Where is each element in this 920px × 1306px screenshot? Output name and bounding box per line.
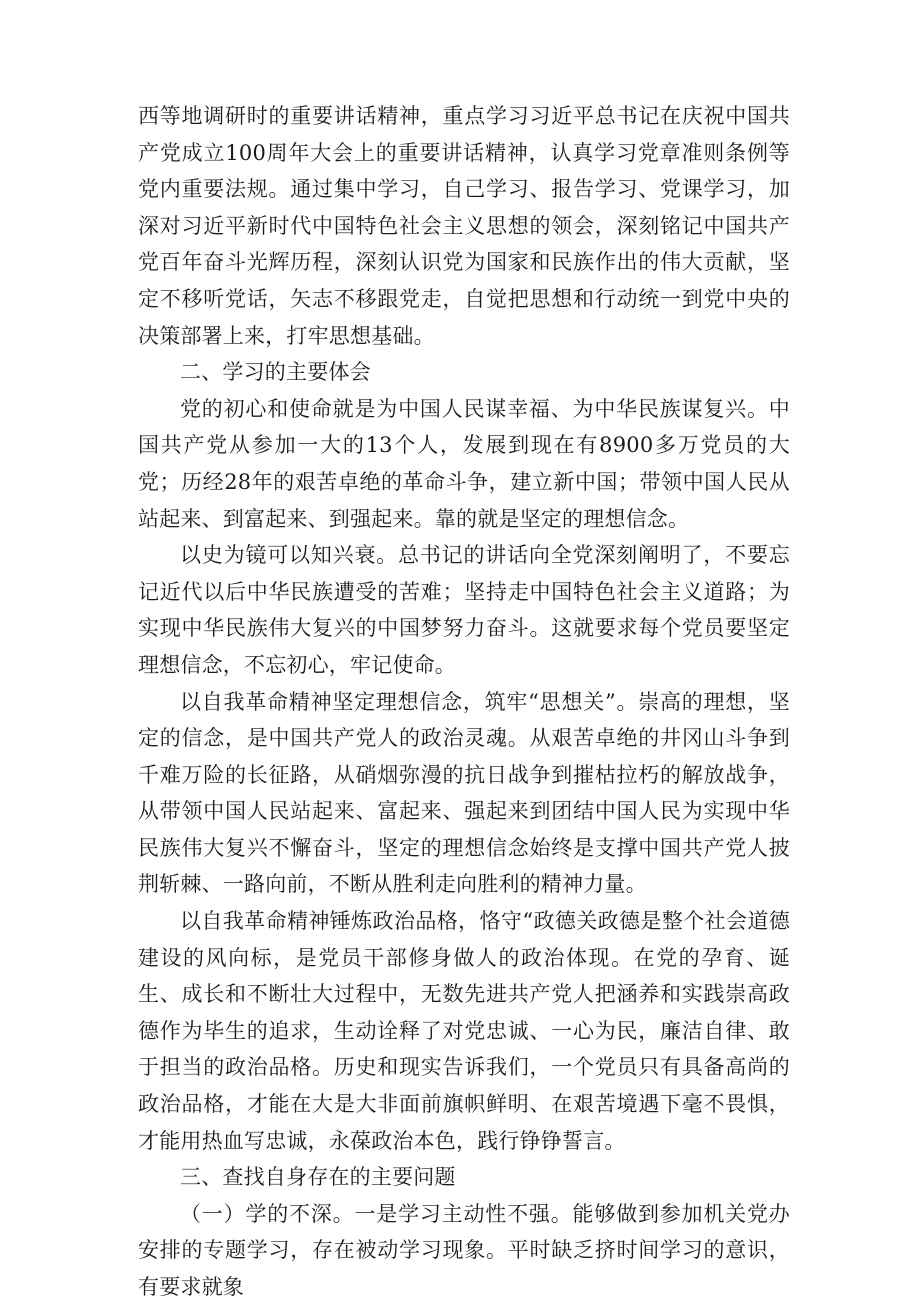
paragraph-2: 党的初心和使命就是为中国人民谋幸福、为中华民族谋复兴。中国共产党从参加一大的13个人，发展到现在有8900多万党员的大党；历经28年的艰苦卓绝的革命斗争，建立新中国；带领中国人民从站起来、到富起来、到强起来。靠的就是坚定的理想信念。 xyxy=(138,396,790,531)
document-page xyxy=(138,98,790,1306)
paragraph-1: 西等地调研时的重要讲话精神，重点学习习近平总书记在庆祝中国共产党成立100周年大会上的重要讲话精神，认真学习党章准则条例等党内重要法规。通过集中学习，自己学习、报告学习、党课学习，加深对习近平新时代中国特色社会主义思想的领会，深刻铭记中国共产党百年奋斗光辉历程，深刻认识党为国家和民族作出的伟大贡献，坚定不移听党话，矢志不移跟党走，自觉把思想和行动统一到党中央的决策部署上来，打牢思想基础。 xyxy=(138,104,790,348)
paragraph-4: 以自我革命精神坚定理想信念，筑牢“思想关”。崇高的理想，坚定的信念，是中国共产党人的政治灵魂。从艰苦卓绝的井冈山斗争到千难万险的长征路，从硝烟弥漫的抗日战争到摧枯拉朽的解放战争，从带领中国人民站起来、富起来、强起来到团结中国人民为实现中华民族伟大复兴不懈奋斗，坚定的理想信念始终是支撑中国共产党人披荆斩棘、一路向前，不断从胜利走向胜利的精神力量。 xyxy=(138,689,790,897)
section-heading-2: 二、学习的主要体会 xyxy=(180,360,371,385)
paragraph-3: 以史为镜可以知兴衰。总书记的讲话向全党深刻阐明了，不要忘记近代以后中华民族遭受的苦难；坚持走中国特色社会主义道路；为实现中华民族伟大复兴的中国梦努力奋斗。这就要求每个党员要坚定理想信念，不忘初心，牢记使命。 xyxy=(138,543,790,677)
section-heading-3: 三、查找自身存在的主要问题 xyxy=(180,1165,456,1190)
paragraph-6: （一）学的不深。一是学习主动性不强。能够做到参加机关党办安排的专题学习，存在被动学习现象。平时缺乏挤时间学习的意识，有要求就象 xyxy=(138,1201,790,1299)
paragraph-5: 以自我革命精神锤炼政治品格，恪守“政德关政德是整个社会道德建设的风向标，是党员干部修身做人的政治体现。在党的孕育、诞生、成长和不断壮大过程中，无数先进共产党人把涵养和实践崇高政德作为毕生的追求，生动诠释了对党忠诚、一心为民，廉洁自律、敢于担当的政治品格。历史和现实告诉我们，一个党员只有具备高尚的政治品格，才能在大是大非面前旗帜鲜明、在艰苦境遇下毫不畏惧，才能用热血写忠诚，永葆政治本色，践行铮铮誓言。 xyxy=(138,909,790,1153)
